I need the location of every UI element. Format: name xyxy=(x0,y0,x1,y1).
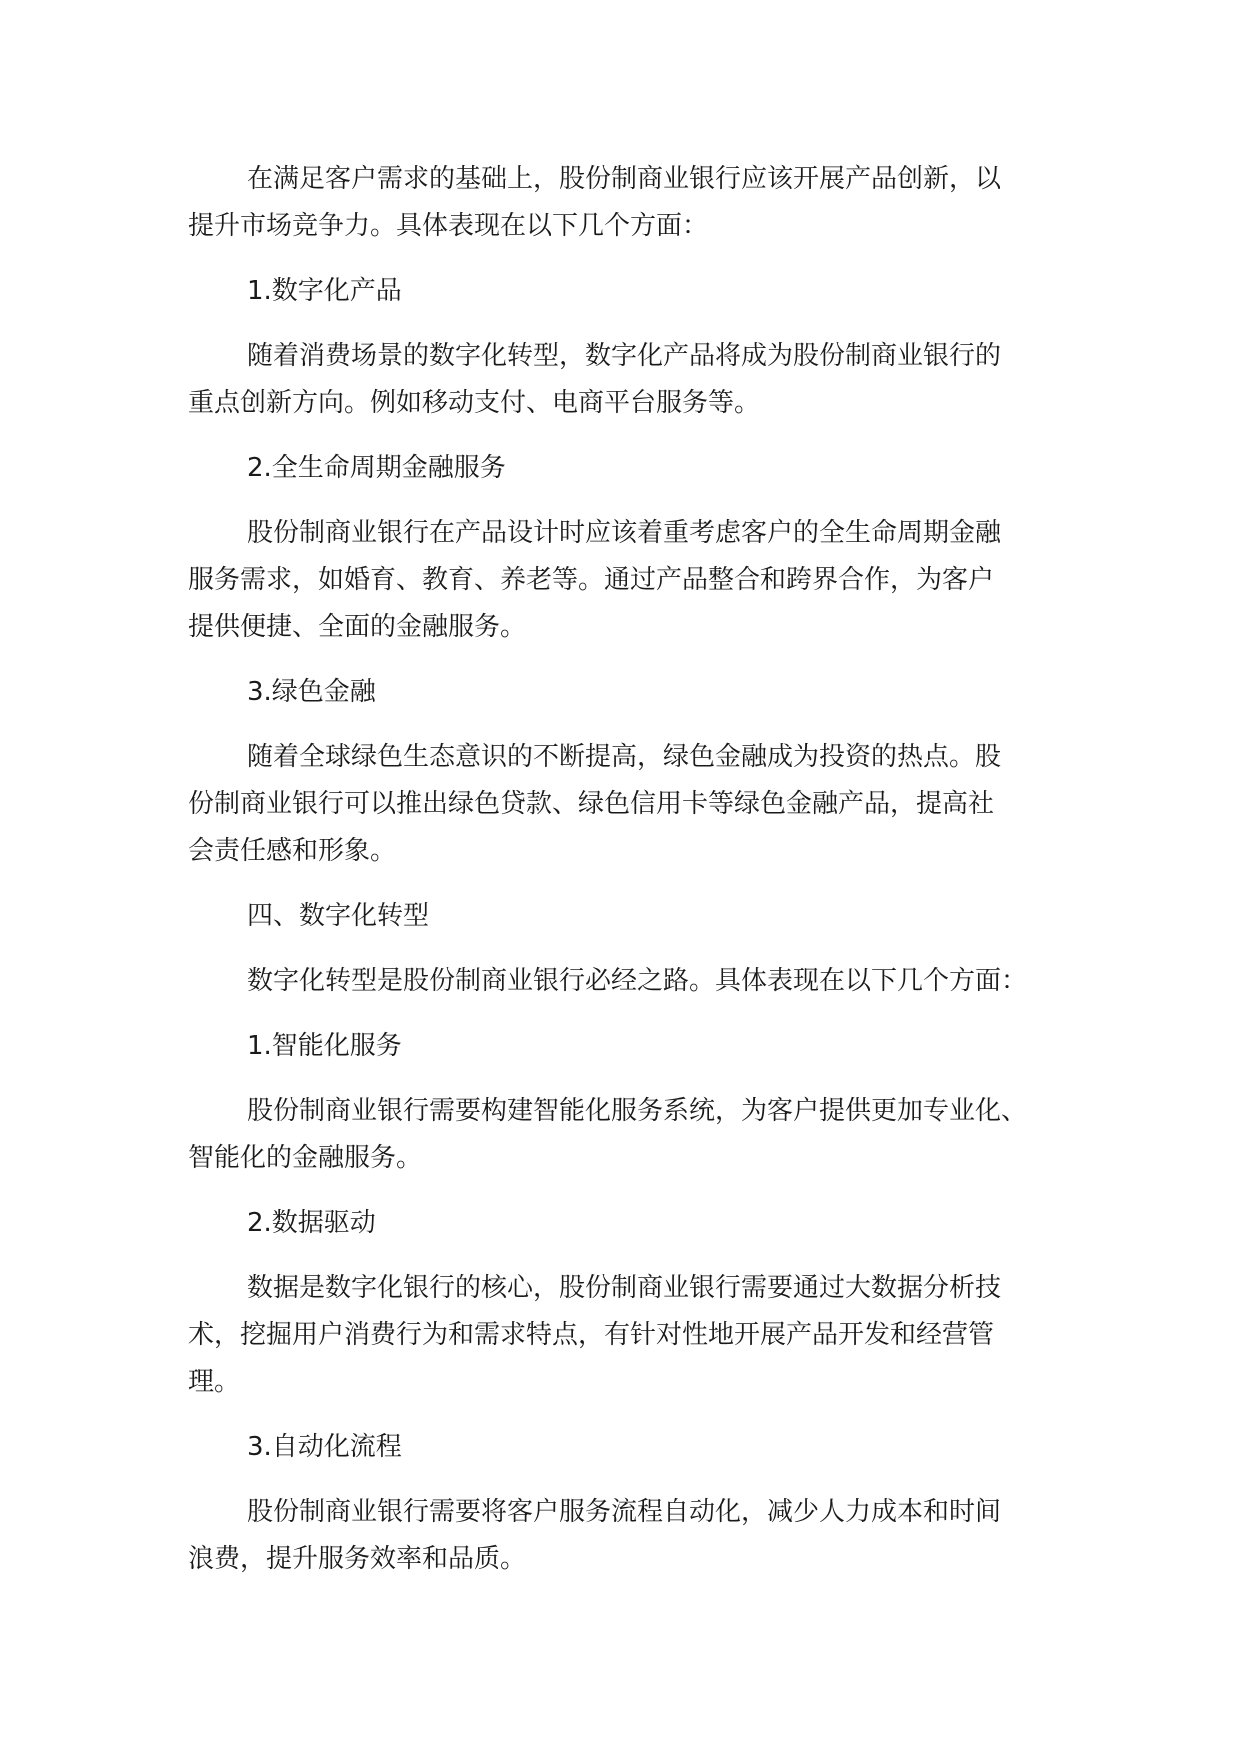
paragraph-automated-processes: 股份制商业银行需要将客户服务流程自动化，减少人力成本和时间 浪费，提升服务效率和品质。 xyxy=(188,1497,1002,1574)
heading-green-finance: 3.绿色金融 xyxy=(247,677,376,707)
heading-intelligent-services: 1.智能化服务 xyxy=(247,1031,402,1061)
heading-data-driven: 2.数据驱动 xyxy=(247,1208,376,1238)
paragraph-intelligent-services: 股份制商业银行需要构建智能化服务系统，为客户提供更加专业化、 智能化的金融服务。 xyxy=(188,1096,1028,1173)
heading-lifecycle-services: 2.全生命周期金融服务 xyxy=(247,453,506,483)
heading-automated-processes: 3.自动化流程 xyxy=(247,1432,402,1462)
paragraph-product-innovation-intro: 在满足客户需求的基础上，股份制商业银行应该开展产品创新，以 提升市场竞争力。具体表现在以下几个方面： xyxy=(188,164,1002,241)
paragraph-lifecycle-services: 股份制商业银行在产品设计时应该着重考虑客户的全生命周期金融 服务需求，如婚育、教育、养老等。通过产品整合和跨界合作，为客户 提供便捷、全面的金融服务。 xyxy=(188,518,1002,642)
paragraph-green-finance: 随着全球绿色生态意识的不断提高，绿色金融成为投资的热点。股 份制商业银行可以推出绿色贷款、绿色信用卡等绿色金融产品，提高社 会责任感和形象。 xyxy=(188,742,1002,866)
paragraph-digital-transformation-intro: 数字化转型是股份制商业银行必经之路。具体表现在以下几个方面： xyxy=(247,966,1028,996)
document-body xyxy=(188,156,1078,1601)
heading-digital-transformation: 四、数字化转型 xyxy=(247,901,430,931)
paragraph-digital-products: 随着消费场景的数字化转型，数字化产品将成为股份制商业银行的 重点创新方向。例如移动支付、电商平台服务等。 xyxy=(188,341,1002,418)
paragraph-data-driven: 数据是数字化银行的核心，股份制商业银行需要通过大数据分析技 术，挖掘用户消费行为和需求特点，有针对性地开展产品开发和经营管 理。 xyxy=(188,1273,1002,1397)
heading-digital-products: 1.数字化产品 xyxy=(247,276,402,306)
